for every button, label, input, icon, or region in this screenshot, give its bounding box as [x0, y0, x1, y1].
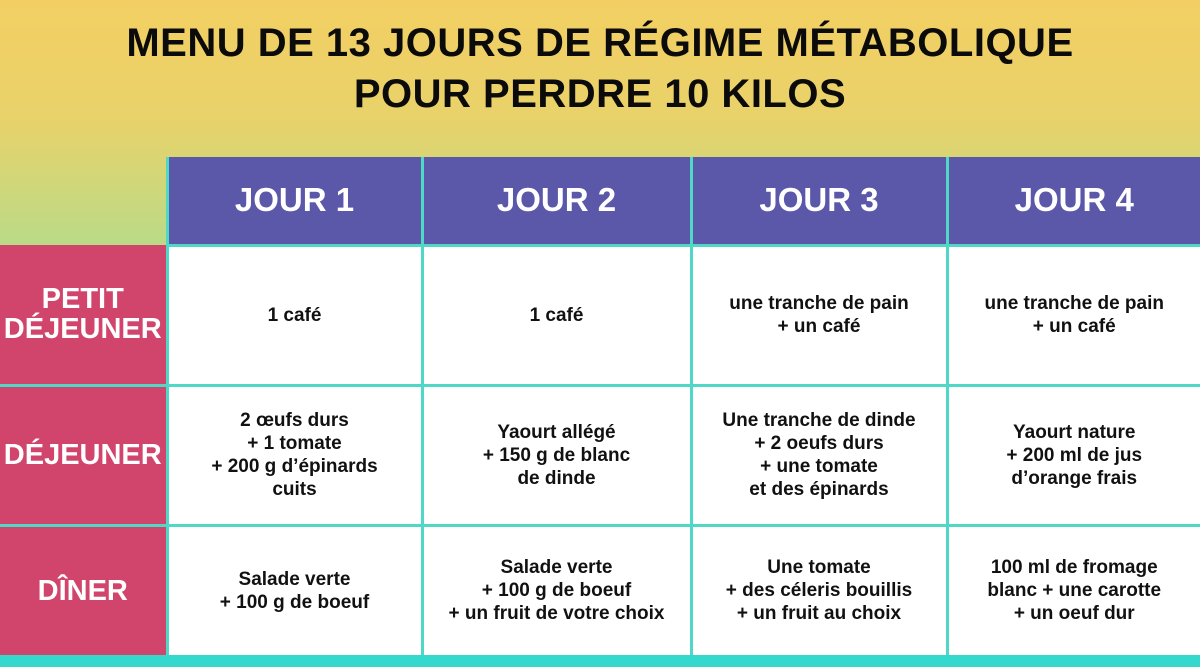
title-line-1: MENU DE 13 JOURS DE RÉGIME MÉTABOLIQUE: [126, 21, 1074, 65]
table-row-lunch: [0, 385, 1200, 525]
menu-cell-line: de dinde: [517, 467, 596, 489]
menu-cell-line: une tranche de pain: [984, 293, 1164, 314]
table-row-breakfast: [0, 245, 1200, 385]
table-header-row: [0, 157, 1200, 245]
menu-cell-lunch-day1: [167, 385, 422, 525]
menu-cell-breakfast-day3: [691, 245, 947, 385]
menu-cell-dinner-day3: [691, 525, 947, 655]
day-header-2: JOUR 2: [422, 157, 691, 245]
menu-cell-line: Une tranche de dinde: [722, 410, 916, 431]
meal-label-line: PETIT: [41, 283, 124, 316]
meal-label-line: DÎNER: [37, 574, 128, 607]
bottom-strip: [0, 655, 1200, 667]
menu-cell-line: Yaourt nature: [1013, 421, 1136, 443]
menu-cell-line: cuits: [272, 479, 317, 500]
menu-cell-line: + 150 g de blanc: [482, 444, 631, 466]
table-corner: [0, 157, 167, 245]
menu-cell-line: + 100 g de boeuf: [481, 580, 632, 602]
menu-cell-line: + une tomate: [760, 456, 878, 477]
menu-cell-line: 1 café: [267, 304, 322, 326]
menu-cell-breakfast-day2: [422, 245, 691, 385]
menu-cell-lunch-day3: [691, 385, 947, 525]
menu-cell-line: Yaourt allégé: [497, 421, 616, 443]
menu-cell-line: une tranche de pain: [729, 293, 909, 314]
menu-cell-line: + des céleris bouillis: [725, 580, 913, 602]
meal-label-line: DÉJEUNER: [3, 439, 162, 471]
menu-cell-lunch-day2: [422, 385, 691, 525]
day-header-3: JOUR 3: [691, 157, 947, 245]
menu-cell-dinner-day1: [167, 525, 422, 655]
menu-cell-line: + 200 ml de jus: [1006, 444, 1143, 466]
day-header-1: JOUR 1: [167, 157, 422, 245]
menu-cell-line: 2 œufs durs: [240, 410, 349, 431]
menu-cell-line: + 2 oeufs durs: [754, 433, 884, 454]
menu-cell-line: 1 café: [529, 304, 584, 326]
menu-cell-line: + un café: [1032, 316, 1116, 337]
menu-cell-line: d’orange frais: [1011, 467, 1138, 489]
diet-menu-table: [0, 157, 1200, 655]
menu-cell-line: Salade verte: [500, 557, 613, 579]
menu-cell-breakfast-day4: [947, 245, 1200, 385]
meal-label-dinner: [0, 525, 167, 655]
menu-cell-line: Salade verte: [238, 568, 351, 590]
day-header-4: JOUR 4: [947, 157, 1200, 245]
menu-cell-dinner-day2: [422, 525, 691, 655]
menu-cell-line: Une tomate: [767, 557, 871, 579]
meal-label-line: DÉJEUNER: [3, 313, 162, 346]
menu-cell-lunch-day4: [947, 385, 1200, 525]
menu-cell-line: 100 ml de fromage: [990, 557, 1158, 579]
menu-cell-line: + un fruit de votre choix: [448, 603, 665, 625]
menu-cell-line: + 1 tomate: [247, 433, 342, 454]
menu-cell-line: + un fruit au choix: [736, 603, 902, 625]
menu-cell-line: + 200 g d’épinards: [211, 456, 378, 477]
menu-cell-line: + 100 g de boeuf: [219, 591, 370, 613]
meal-label-breakfast: [0, 245, 167, 385]
menu-cell-line: + un oeuf dur: [1013, 603, 1135, 625]
menu-cell-line: + un café: [777, 316, 861, 337]
menu-cell-dinner-day4: [947, 525, 1200, 655]
menu-cell-breakfast-day1: [167, 245, 422, 385]
table-row-dinner: [0, 525, 1200, 655]
menu-cell-line: blanc + une carotte: [987, 580, 1162, 602]
menu-cell-line: et des épinards: [749, 479, 889, 500]
page-title: [0, 18, 1200, 120]
meal-label-lunch: [0, 385, 167, 525]
title-line-2: POUR PERDRE 10 KILOS: [353, 72, 847, 116]
